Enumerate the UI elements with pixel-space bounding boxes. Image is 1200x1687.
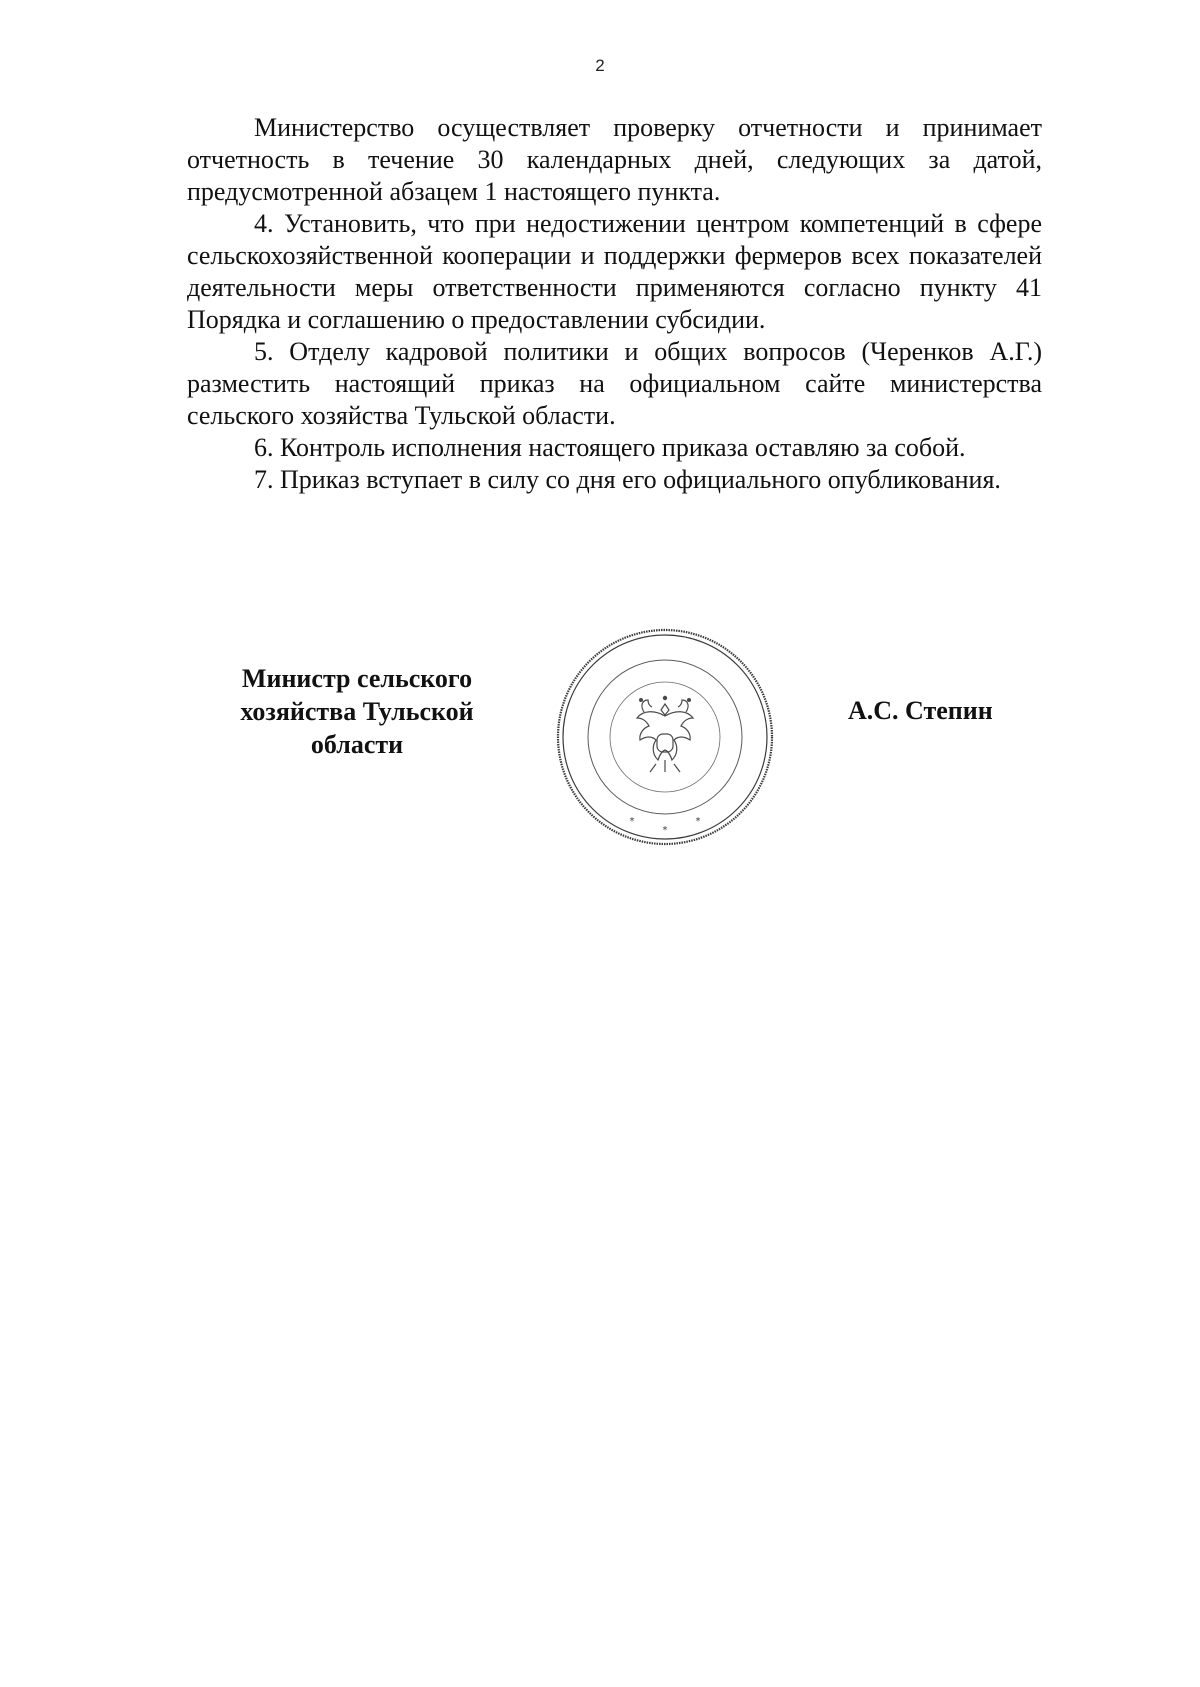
svg-text:*: * (662, 825, 668, 836)
seal-icon (554, 626, 776, 848)
signatory-title-line: Министр сельского (241, 664, 473, 693)
signatory-title-line: области (310, 730, 404, 759)
svg-text:*: * (695, 816, 701, 827)
signatory-title-line: хозяйства Тульской (240, 697, 474, 726)
signatory-name: А.С. Степин (848, 696, 993, 725)
paragraph-item-4: 4. Установить, что при недостижении центром компетенций в сфере сельскохозяйственной кооперации и поддержки фермеров всех показателей деятельности меры ответственности применяются согласно пункту 41 Порядка и соглашению о предоставлении субсидии. (187, 209, 1042, 334)
paragraph-item-6: 6. Контроль исполнения настоящего приказа оставляю за собой. (254, 433, 966, 462)
svg-text:*: * (629, 816, 635, 827)
paragraph-item-5: 5. Отделу кадровой политики и общих вопросов (Черенков А.Г.) разместить настоящий приказ на официальном сайте министерства сельского хозяйства Тульской области. (187, 337, 1042, 430)
page-number: 2 (595, 56, 605, 75)
paragraph-reporting-check: Министерство осуществляет проверку отчетности и принимает отчетность в течение 30 календарных дней, следующих за датой, предусмотренной абзацем 1 настоящего пункта. (187, 113, 1042, 206)
official-seal (554, 626, 776, 848)
document-body (187, 112, 1042, 496)
paragraph-item-7: 7. Приказ вступает в силу со дня его официального опубликования. (254, 465, 1001, 494)
signatory-title (212, 662, 502, 761)
